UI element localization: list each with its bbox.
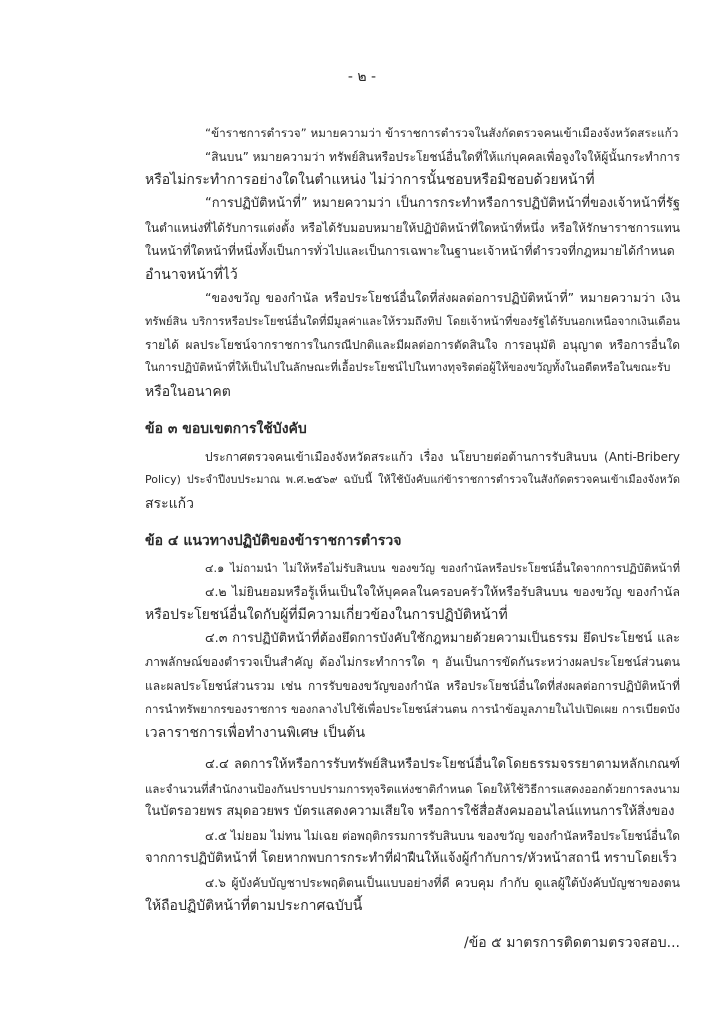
text-line: หรือประโยชน์อื่นใดกับผู้ที่มีความเกี่ยวข้องในการปฏิบัติหน้าที่ — [145, 607, 508, 623]
section-heading: ข้อ ๓ ขอบเขตการใช้บังคับ — [145, 421, 307, 437]
text-line: การนำทรัพยากรของราชการ ของกลางไปใช้เพื่อประโยชน์ส่วนตน การนำข้อมูลภายในไปเปิดเผย การเบียดบัง — [145, 702, 680, 716]
text-line: รายได้ ผลประโยชน์จากราชการในกรณีปกติและมีผลต่อการตัดสินใจ การอนุมัติ อนุญาต หรือการอื่นใด — [145, 338, 680, 352]
text-line: และผลประโยชน์ส่วนรวม เช่น การรับของขวัญของกำนัล หรือประโยชน์อื่นใดที่ส่งผลต่อการปฏิบัติหน้าที่ — [145, 679, 680, 693]
text-line: และจำนวนที่สำนักงานป้องกันปราบปรามการทุจริตแห่งชาติกำหนด โดยให้ใช้วิธีการแสดงออกด้วยการลงนาม — [145, 782, 680, 796]
text-line: สระแก้ว — [145, 496, 194, 512]
text-line: ในบัตรอวยพร สมุดอวยพร บัตรแสดงความเสียใจ หรือการใช้สื่อสังคมออนไลน์แทนการให้สิ่งของ — [145, 804, 675, 819]
text-line: ๔.๑ ไม่ถามนำ ไม่ให้หรือไม่รับสินบน ของขวัญ ของกำนัลหรือประโยชน์อื่นใดจากการปฏิบัติหน้าที่ — [205, 562, 680, 575]
text-line: “ข้าราชการตำรวจ” หมายความว่า ข้าราชการตำรวจในสังกัดตรวจคนเข้าเมืองจังหวัดสระแก้ว — [205, 126, 679, 140]
text-line: หรือในอนาคต — [145, 384, 231, 400]
text-line: ๔.๓ การปฏิบัติหน้าที่ต้องยึดการบังคับใช้กฎหมายด้วยความเป็นธรรม ยึดประโยชน์ และ — [205, 631, 680, 646]
text-line: ๔.๒ ไม่ยินยอมหรือรู้เห็นเป็นใจให้บุคคลในครอบครัวให้หรือรับสินบน ของขวัญ ของกำนัล — [205, 584, 680, 599]
text-line: อำนาจหน้าที่ไว้ — [145, 267, 238, 283]
text-line: ประกาศตรวจคนเข้าเมืองจังหวัดสระแก้ว เรื่อง นโยบายต่อต้านการรับสินบน (Anti-Bribery — [205, 450, 680, 464]
text-line: “ของขวัญ ของกำนัล หรือประโยชน์อื่นใดที่ส่งผลต่อการปฏิบัติหน้าที่” หมายความว่า เงิน — [205, 290, 680, 305]
text-line: ในตำแหน่งที่ได้รับการแต่งตั้ง หรือได้รับมอบหมายให้ปฏิบัติหน้าที่ใดหน้าที่หนึ่ง หรือให้รักษาราชการแทน — [145, 221, 680, 235]
text-line: “การปฏิบัติหน้าที่” หมายความว่า เป็นการกระทำหรือการปฏิบัติหน้าที่ของเจ้าหน้าที่รัฐ — [205, 196, 680, 211]
continuation-note: /ข้อ ๕ มาตรการติดตามตรวจสอบ... — [464, 935, 680, 951]
text-line: ทรัพย์สิน บริการหรือประโยชน์อื่นใดที่มีมูลค่าและให้รวมถึงทิป โดยเจ้าหน้าที่ของรัฐได้รับนอกเหนือจากเงินเดือน — [145, 315, 680, 328]
text-line: ให้ถือปฏิบัติหน้าที่ตามประกาศฉบับนี้ — [145, 898, 363, 914]
text-line: ๔.๔ ลดการให้หรือการรับทรัพย์สินหรือประโยชน์อื่นใดโดยธรรมจรรยาตามหลักเกณฑ์ — [205, 757, 680, 772]
text-line: Policy) ประจำปีงบประมาณ พ.ศ.๒๕๖๙ ฉบับนี้ ให้ใช้บังคับแก่ข้าราชการตำรวจในสังกัดตรวจคนเข้าเมืองจังหวัด — [145, 473, 680, 486]
text-line: “สินบน” หมายความว่า ทรัพย์สินหรือประโยชน์อื่นใดที่ให้แก่บุคคลเพื่อจูงใจให้ผู้นั้นกระทำการ — [205, 150, 680, 164]
text-line: เวลาราชการเพื่อทำงานพิเศษ เป็นต้น — [145, 725, 366, 741]
text-line: ในการปฏิบัติหน้าที่ให้เป็นไปในลักษณะที่เอื้อประโยชน์ไปในทางทุจริตต่อผู้ให้ของขวัญทั้งในอดีตหรือในขณะรับ — [145, 361, 671, 374]
text-line: ๔.๖ ผู้บังคับบัญชาประพฤติตนเป็นแบบอย่างที่ดี ควบคุม กำกับ ดูแลผู้ใต้บังคับบัญชาของตน — [205, 876, 680, 890]
text-line: ในหน้าที่ใดหน้าที่หนึ่งทั้งเป็นการทั่วไปและเป็นการเฉพาะในฐานะเจ้าหน้าที่ตำรวจที่กฎหมายได้กำหนด — [145, 244, 675, 258]
text-line: หรือไม่กระทำการอย่างใดในตำแหน่ง ไม่ว่าการนั้นชอบหรือมิชอบด้วยหน้าที่ — [145, 172, 595, 188]
text-line: ๔.๕ ไม่ยอม ไม่ทน ไม่เฉย ต่อพฤติกรรมการรับสินบน ของขวัญ ของกำนัลหรือประโยชน์อื่นใด — [205, 829, 680, 843]
section-heading: ข้อ ๔ แนวทางปฏิบัติของข้าราชการตำรวจ — [145, 533, 402, 549]
text-line: จากการปฏิบัติหน้าที่ โดยหากพบการกระทำที่ฝ่าฝืนให้แจ้งผู้กำกับการ/หัวหน้าสถานี ทราบโดยเร็ว — [145, 851, 677, 866]
page-number: - ๒ - — [347, 69, 377, 85]
text-line: ภาพลักษณ์ของตำรวจเป็นสำคัญ ต้องไม่กระทำการใด ๆ อันเป็นการขัดกันระหว่างผลประโยชน์ส่วนตน — [145, 655, 680, 669]
